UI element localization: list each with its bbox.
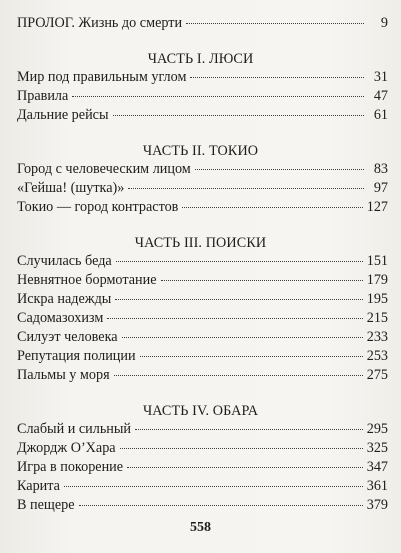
toc-entry-title: Репутация полиции	[17, 348, 136, 364]
toc-entry-title: Джордж О’Хара	[17, 440, 116, 456]
toc-entry-page: 295	[366, 421, 388, 437]
toc-entry	[17, 69, 388, 86]
toc-entry-title: Пальмы у моря	[17, 367, 110, 383]
toc-entry-page: 83	[373, 161, 388, 177]
toc-entry	[17, 459, 388, 476]
toc-entry	[17, 440, 388, 457]
toc-entry-title: «Гейша! (шутка)»	[17, 180, 125, 196]
toc-entry-page: 325	[366, 440, 388, 456]
toc-entry	[17, 161, 388, 178]
dot-leader	[116, 261, 363, 262]
toc-entry-page: 275	[366, 367, 388, 383]
toc-entry-page: 379	[366, 497, 388, 513]
dot-leader	[182, 207, 362, 208]
toc-entry	[17, 88, 388, 105]
toc-entry	[17, 478, 388, 495]
toc-entry-page: 233	[366, 329, 388, 345]
page-number: 558	[190, 520, 211, 535]
toc-entry	[17, 367, 388, 384]
toc-entry-title: Игра в покорение	[17, 459, 124, 475]
toc-entry-page: 361	[366, 478, 388, 494]
toc-entry-title: ПРОЛОГ. Жизнь до смерти	[17, 15, 183, 31]
toc-entry-title: Случилась беда	[17, 253, 112, 269]
dot-leader	[107, 318, 362, 319]
toc-entry-page: 151	[366, 253, 388, 269]
toc-entry-prologue	[17, 15, 388, 32]
dot-leader	[113, 115, 365, 116]
toc-entry-page: 31	[373, 69, 388, 85]
dot-leader	[186, 23, 364, 24]
toc-entry-page: 61	[373, 107, 388, 123]
part-heading: ЧАСТЬ IV. ОБАРА	[142, 403, 259, 419]
toc-entry-title: Садомазохизм	[17, 310, 104, 326]
toc-entry-page: 195	[366, 291, 388, 307]
toc-entry-page: 179	[366, 272, 388, 288]
toc-entry-title: В пещере	[17, 497, 75, 513]
dot-leader	[122, 337, 363, 338]
dot-leader	[190, 77, 364, 78]
toc-entry-title: Слабый и сильный	[17, 421, 132, 437]
toc-entry	[17, 253, 388, 270]
toc-entry	[17, 272, 388, 289]
toc-entry-page: 253	[366, 348, 388, 364]
dot-leader	[114, 375, 363, 376]
part-heading: ЧАСТЬ I. ЛЮСИ	[147, 51, 254, 67]
dot-leader	[127, 467, 363, 468]
toc-entry	[17, 199, 388, 216]
dot-leader	[161, 280, 363, 281]
toc-entry-title: Мир под правильным углом	[17, 69, 187, 85]
toc-entry-title: Невнятное бормотание	[17, 272, 157, 288]
dot-leader	[64, 486, 363, 487]
toc-entry-page: 47	[373, 88, 388, 104]
dot-leader	[120, 448, 363, 449]
toc-entry-page: 347	[366, 459, 388, 475]
toc-entry-title: Карита	[17, 478, 60, 494]
toc-entry	[17, 497, 388, 514]
toc-entry-title: Токио — город контрастов	[17, 199, 179, 215]
dot-leader	[135, 429, 363, 430]
part-heading: ЧАСТЬ II. ТОКИО	[142, 143, 259, 159]
toc-entry-title: Дальние рейсы	[17, 107, 109, 123]
toc-entry	[17, 291, 388, 308]
dot-leader	[72, 96, 364, 97]
dot-leader	[79, 505, 363, 506]
toc-entry-page: 127	[366, 199, 388, 215]
dot-leader	[128, 188, 364, 189]
toc-entry-title: Искра надежды	[17, 291, 112, 307]
toc-entry-title: Силуэт человека	[17, 329, 118, 345]
dot-leader	[140, 356, 363, 357]
toc-entry	[17, 107, 388, 124]
toc-entry-page: 97	[373, 180, 388, 196]
toc-entry	[17, 310, 388, 327]
toc-entry	[17, 180, 388, 197]
toc-entry-page: 215	[366, 310, 388, 326]
dot-leader	[115, 299, 362, 300]
part-heading: ЧАСТЬ III. ПОИСКИ	[134, 235, 267, 251]
toc-entry	[17, 348, 388, 365]
toc-entry	[17, 421, 388, 438]
toc-entry-title: Правила	[17, 88, 69, 104]
toc-entry-title: Город с человеческим лицом	[17, 161, 191, 177]
toc-entry-page: 9	[380, 15, 388, 31]
toc-entry	[17, 329, 388, 346]
dot-leader	[195, 169, 364, 170]
